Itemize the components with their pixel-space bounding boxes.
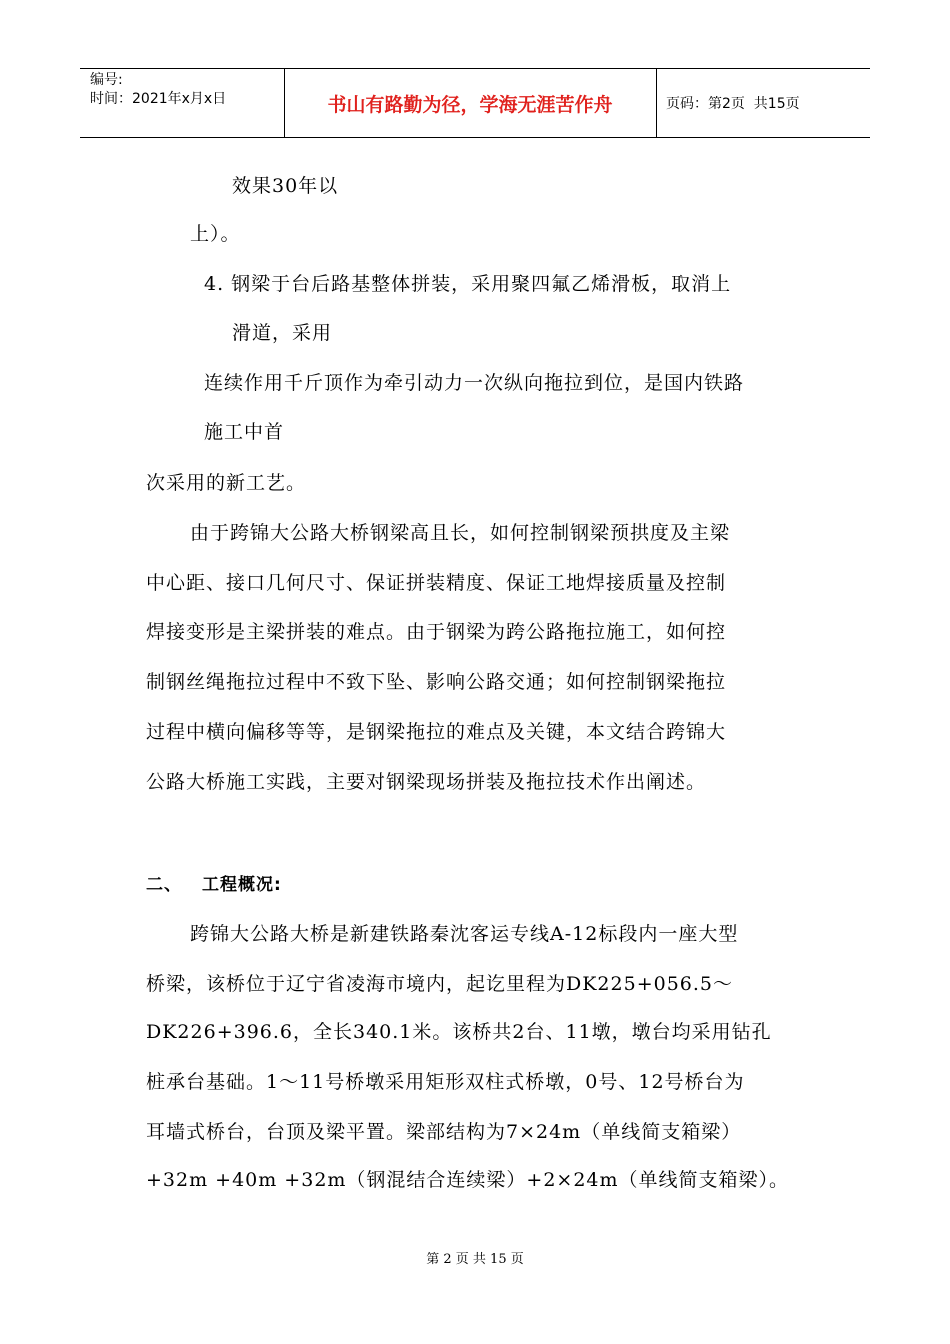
paragraph-line: 公路大桥施工实践，主要对钢梁现场拼装及拖拉技术作出阐述。	[146, 771, 707, 793]
header-meta	[90, 71, 226, 109]
paragraph-line: +32m +40m +32m（钢混结合连续梁）+2×24m（单线简支箱梁）。	[146, 1169, 790, 1191]
header-motto: 书山有路勤为径，学海无涯苦作舟	[327, 93, 613, 116]
body-line: 滑道，采用	[232, 322, 333, 344]
header-page-info: 页码：第2页 共15页	[666, 96, 800, 112]
body-line: 上）。	[190, 223, 241, 245]
paragraph-line: 中心距、接口几何尺寸、保证拼装精度、保证工地焊接质量及控制	[146, 572, 727, 594]
paragraph-line: 焊接变形是主梁拼装的难点。由于钢梁为跨公路拖拉施工，如何控	[146, 621, 727, 643]
paragraph-line: 跨锦大公路大桥是新建铁路秦沈客运专线A-12标段内一座大型	[190, 923, 739, 945]
page-header	[80, 68, 870, 138]
body-line: 效果30年以	[232, 175, 339, 197]
body-line: 次采用的新工艺。	[146, 472, 307, 494]
paragraph-line: 桥梁，该桥位于辽宁省凌海市境内，起讫里程为DK225+056.5～	[146, 973, 734, 995]
body-line: 连续作用千斤顶作为牵引动力一次纵向拖拉到位，是国内铁路	[204, 372, 745, 394]
document-time-label: 时间：2021年x月x日	[90, 91, 227, 107]
body-line: 施工中首	[204, 421, 285, 443]
paragraph-line: 制钢丝绳拖拉过程中不致下坠、影响公路交通；如何控制钢梁拖拉	[146, 671, 727, 693]
list-item-4: 4. 钢梁于台后路基整体拼装，采用聚四氟乙烯滑板，取消上	[204, 273, 732, 295]
header-divider-right	[656, 69, 657, 137]
paragraph-line: 由于跨锦大公路大桥钢梁高且长，如何控制钢梁预拱度及主梁	[190, 522, 731, 544]
document-number-label: 编号:	[90, 72, 123, 88]
paragraph-line: DK226+396.6，全长340.1米。该桥共2台、11墩，墩台均采用钻孔	[146, 1021, 772, 1043]
section-heading: 工程概况:	[202, 875, 282, 895]
section-number: 二、	[146, 875, 182, 895]
paragraph-line: 过程中横向偏移等等，是钢梁拖拉的难点及关键，本文结合跨锦大	[146, 721, 727, 743]
paragraph-line: 耳墙式桥台，台顶及梁平置。梁部结构为7×24m（单线简支箱梁）	[146, 1121, 742, 1143]
page-footer: 第 2 页 共 15 页	[426, 1252, 524, 1267]
paragraph-line: 桩承台基础。1～11号桥墩采用矩形双柱式桥墩，0号、12号桥台为	[146, 1071, 745, 1093]
